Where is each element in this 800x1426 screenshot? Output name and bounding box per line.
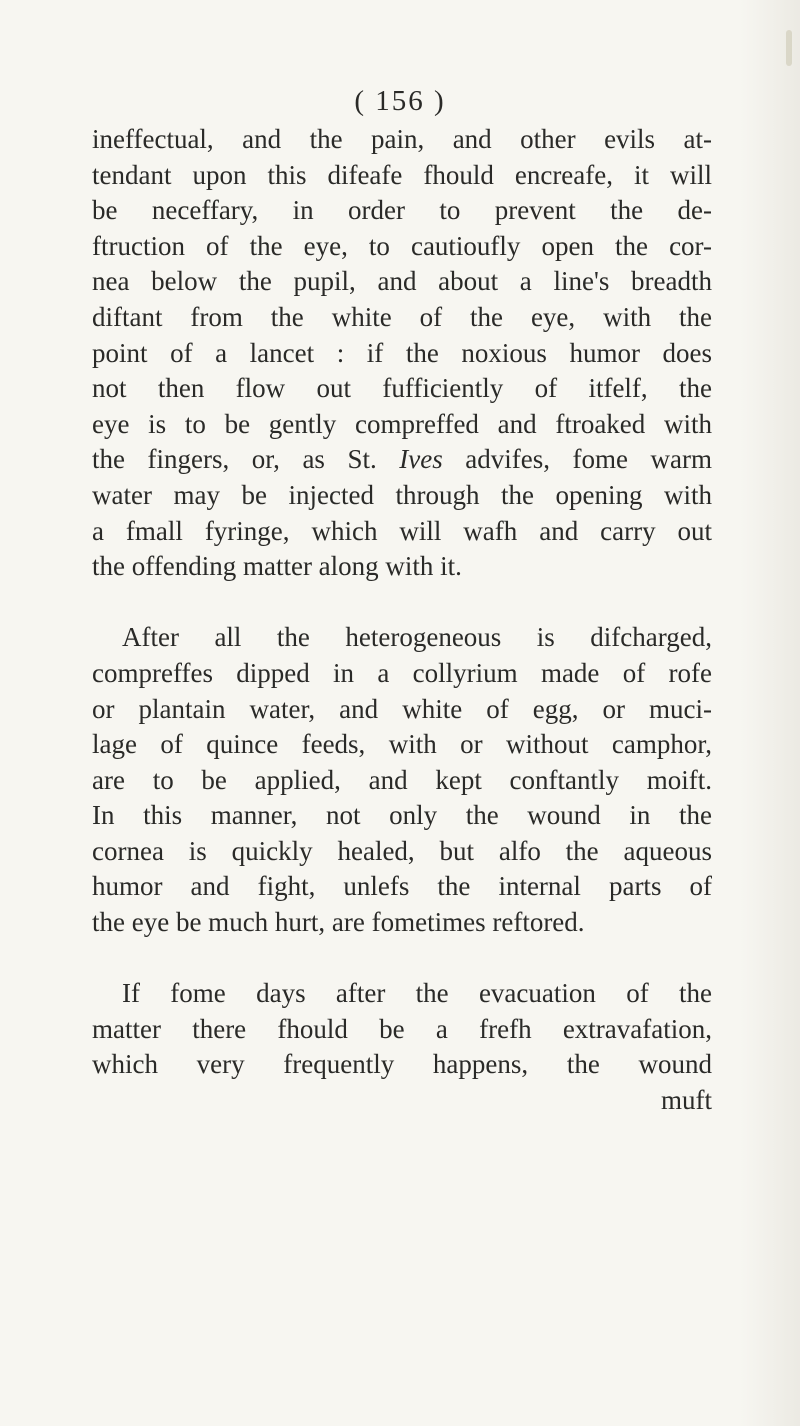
text-line: the offending matter along with it. [92,551,462,582]
text-line: lage of quince feeds, with or without camphor, [92,729,712,760]
catchword: muft [661,1085,712,1116]
paragraph-gap [92,585,712,621]
text-line: ineffectual, and the pain, and other evils at- [92,124,712,154]
paragraph-gap [92,941,712,977]
body-text [92,122,712,1119]
text-line: After all the heterogeneous is difcharged, [122,622,712,653]
text-line: cornea is quickly healed, but alfo the aqueous [92,835,712,866]
text-line: a fmall fyringe, which will wafh and carry out [92,515,712,546]
text-line: which very frequently happens, the wound [92,1049,712,1080]
text-line: diftant from the white of the eye, with the [92,301,712,332]
text-line: point of a lancet : if the noxious humor does [92,337,712,368]
text-line: not then flow out fufficiently of itfelf, the [92,373,712,404]
text-line: matter there fhould be a frefh extravafation, [92,1013,712,1044]
text-line: humor and fight, unlefs the internal parts of [92,871,712,902]
page-edge-shadow [740,0,800,1426]
text-line: tendant upon this difeafe fhould encreafe, it will [92,159,712,190]
paper-stain [786,30,792,66]
text-line: ftruction of the eye, to cautioufly open the cor- [92,230,712,261]
text-line: or plantain water, and white of egg, or muci- [92,693,712,724]
text-line: the eye be much hurt, are fometimes reftored. [92,907,585,938]
text-line: the fingers, or, as St. Ives advifes, fome warm [92,444,713,475]
text-line: be neceffary, in order to prevent the de- [92,195,712,226]
text-line: nea below the pupil, and about a line's breadth [92,266,712,297]
text-line: compreffes dipped in a collyrium made of rofe [92,657,712,688]
page-number: ( 156 ) [354,85,446,117]
text-line: If fome days after the evacuation of the [122,978,712,1009]
text-line: are to be applied, and kept conftantly moift. [92,764,712,795]
text-line: water may be injected through the opening with [92,479,712,510]
italic-name: Ives [399,444,443,475]
text-line: eye is to be gently compreffed and ftroaked with [92,408,712,439]
text-line: In this manner, not only the wound in the [92,800,712,831]
